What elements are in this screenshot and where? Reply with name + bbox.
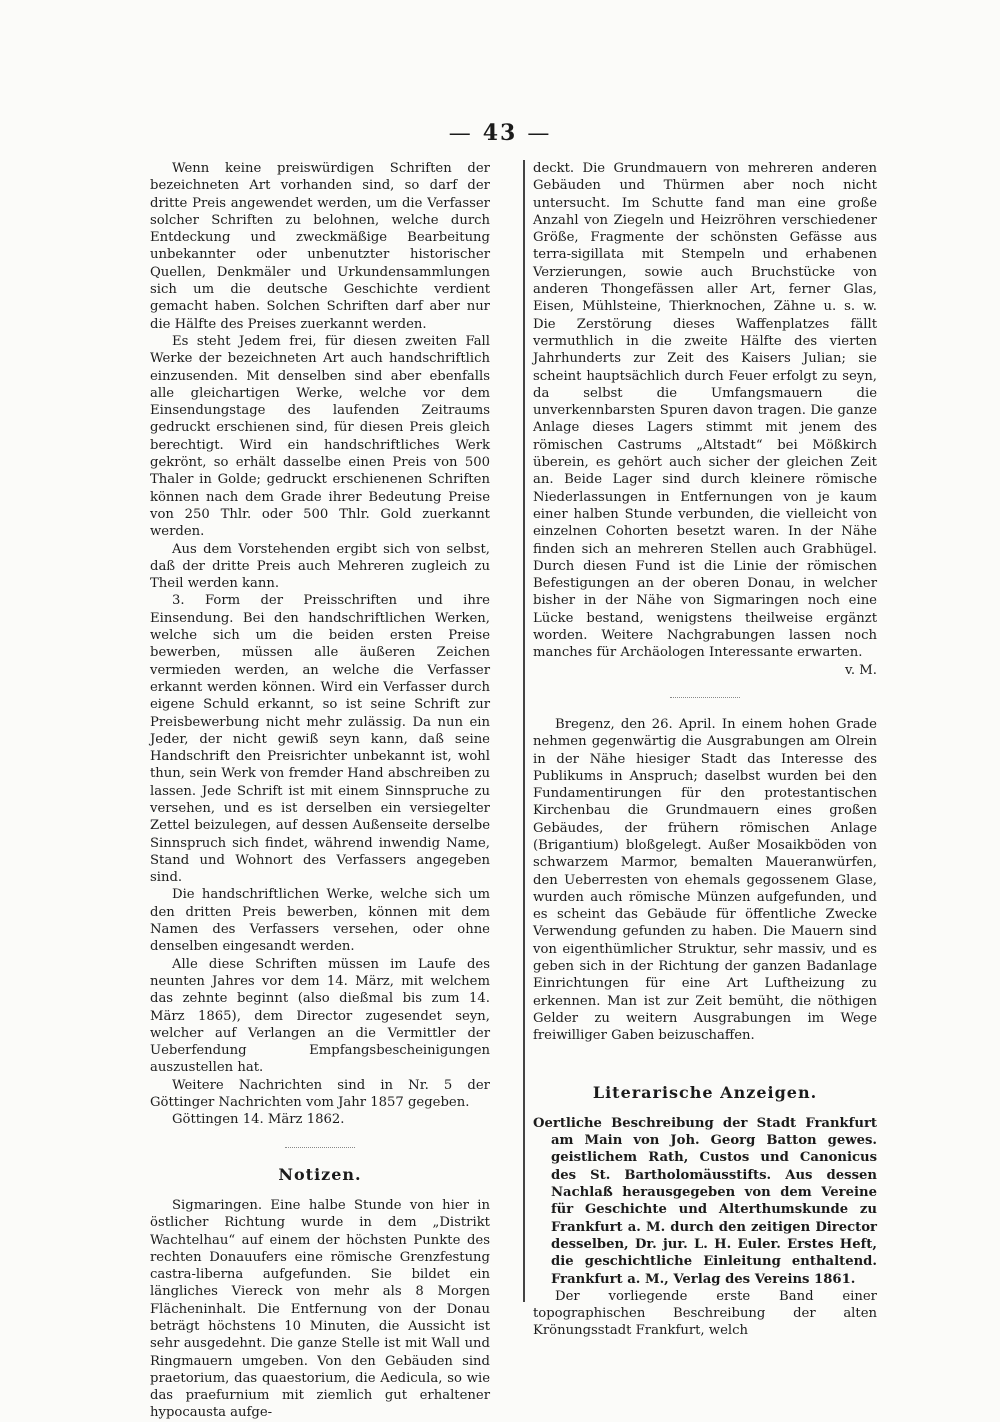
author-signature: v. M. — [845, 662, 877, 678]
paragraph: Der vorliegende erste Band einer topographischen Beschreibung der alten Krönungsstadt Frankfurt, welch — [533, 1288, 877, 1339]
paragraph: Aus dem Vorstehenden ergibt sich von selbst, daß der dritte Preis auch Mehreren zugleich zu Theil werden kann. — [150, 541, 490, 592]
section-ornament — [670, 1067, 740, 1068]
dash-left: — — [448, 121, 473, 146]
book-entry: Oertliche Beschreibung der Stadt Frankfurt am Main von Joh. Georg Batton gewes. geistlichem Rath, Custos und Canonicus des St. Bartholomäusstifts. Aus dessen Nachlaß herausgegeben von dem Vereine für Geschichte und Alterthumskunde zu Frankfurt a. M. durch den zeitigen Director desselben, Dr. jur. L. H. Euler. Erstes Heft, die geschichtliche Einleitung enthaltend. Frankfurt a. M., Verlag des Vereins 1861. — [533, 1115, 877, 1287]
page-number-value: 43 — [482, 120, 518, 146]
paragraph: Alle diese Schriften müssen im Laufe des neunten Jahres vor dem 14. März, mit welchem das zehnte beginnt (also dießmal bis zum 14. März 1865), dem Director zugesendet seyn, welcher auf Verlangen an die Vermittler der Ueberfendung Empfangsbescheinigungen auszustellen hat. — [150, 956, 490, 1076]
paragraph: Bregenz, den 26. April. In einem hohen Grade nehmen gegenwärtig die Ausgrabungen am Olrein in der Nähe hiesiger Stadt das Interesse des Publikums in Anspruch; daselbst wurden bei den Fundamentirungen für den protestantischen Kirchenbau die Grundmauern eines großen Gebäudes, der frühern römischen Anlage (Brigantium) bloßgelegt. Außer Mosaikböden von schwarzem Marmor, bemalten Maueranwürfen, den Ueberresten von ehemals gegossenem Glase, wurden auch römische Münzen aufgefunden, und es scheint das Gebäude für öffentliche Zwecke Verwendung gefunden zu haben. Die Mauern sind von eigenthümlicher Struktur, sehr massiv, und es geben sich in der Richtung der ganzen Badanlage Einrichtungen für eine Art Luftheizung zu erkennen. Man ist zur Zeit bemüht, die nöthigen Gelder zu weitern Ausgrabungen im Wege freiwilliger Gaben beizuschaffen. — [533, 716, 877, 1044]
section-heading-notizen: Notizen. — [278, 1164, 362, 1184]
left-column — [150, 160, 490, 1422]
paragraph: Die handschriftlichen Werke, welche sich um den dritten Preis bewerben, können mit dem Namen des Verfassers versehen, oder ohne denselben eingesandt werden. — [150, 887, 490, 955]
paragraph: Wenn keine preiswürdigen Schriften der bezeichneten Art vorhanden sind, so darf der dritte Preis angewendet werden, um die Verfasser solcher Schriften zu belohnen, welche durch Entdeckung und zweckmäßige Bearbeitung unbekannter oder unbenutzter historischer Quellen, Denkmäler und Urkundensammlungen sich um die deutsche Geschichte verdient gemacht haben. Solchen Schriften darf aber nur die Hälfte des Preises zuerkannt werden. — [150, 161, 490, 332]
page-number — [0, 120, 1000, 146]
section-ornament — [285, 1147, 355, 1148]
paragraph: Es steht Jedem frei, für diesen zweiten Fall Werke der bezeichneten Art auch handschriftlich einzusenden. Mit denselben sind aber ebenfalls alle gleichartigen Werke, welche vor dem Einsendungstage des laufenden Zeitraums gedruckt erschienen sind, für diesen Preis gleich berechtigt. Wird ein handschriftliches Werk gekrönt, so erhält dasselbe einen Preis von 500 Thaler in Golde; gedruckt erschienenen Schriften können nach dem Grade ihrer Bedeutung Preise von 250 Thlr. oder 500 Thlr. Gold zuerkannt werden. — [150, 333, 490, 540]
column-divider — [523, 160, 525, 1302]
paragraph: Sigmaringen. Eine halbe Stunde von hier in östlicher Richtung wurde in dem „Distrikt Wachtelhau“ auf einem der höchsten Punkte des rechten Donauufers eine römische Grenzfestung castra-liberna aufgefunden. Sie bildet ein längliches Viereck von mehr als 8 Morgen Flächeninhalt. Die Entfernung von der Donau beträgt höchstens 10 Minuten, die Aussicht ist sehr ausgedehnt. Die ganze Stelle ist mit Wall und Ringmauern umgeben. Von den Gebäuden sind praetorium, das quaestorium, die Aedicula, so wie das praefurnium mit ziemlich gut erhaltener hypocausta aufge- — [150, 1197, 490, 1421]
right-column — [533, 160, 877, 1340]
paragraph: Weitere Nachrichten sind in Nr. 5 der Göttinger Nachrichten vom Jahr 1857 gegeben. — [150, 1077, 490, 1111]
dash-right: — — [527, 121, 552, 146]
paragraph: deckt. Die Grundmauern von mehreren anderen Gebäuden und Thürmen aber noch nicht untersucht. Im Schutte fand man eine große Anzahl von Ziegeln und Heizröhren verschiedener Größe, Fragmente der schönsten Gefässe aus terra-sigillata mit Stempeln und erhabenen Verzierungen, sowie auch Bruchstücke von anderen Thongefässen aller Art, ferner Glas, Eisen, Mühlsteine, Thierknochen, Zähne u. s. w. Die Zerstörung dieses Waffenplatzes fällt vermuthlich in die zweite Hälfte des vierten Jahrhunderts zur Zeit des Kaisers Julian; sie scheint hauptsächlich durch Feuer erfolgt zu seyn, da selbst die Umfangsmauern die unverkennbarsten Spuren davon tragen. Die ganze Anlage dieses Lagers stimmt mit jenem des römischen Castrums „Altstadt“ bei Mößkirch überein, es gehört auch sicher der gleichen Zeit an. Beide Lager sind durch kleinere römische Niederlassungen in Entfernungen von je kaum einer halben Stunde verbunden, die vielleicht von einzelnen Cohorten besetzt waren. In der Nähe finden sich an mehreren Stellen auch Grabhügel. Durch diesen Fund ist die Linie der römischen Befestigungen an der oberen Donau, in welcher bisher in der Nähe von Sigmaringen noch eine Lücke bestand, wenigstens theilweise ergänzt worden. Weitere Nachgrabungen lassen noch manches für Archäologen Interessante erwarten. — [533, 161, 877, 661]
paragraph: 3. Form der Preisschriften und ihre Einsendung. Bei den handschriftlichen Werken, welche sich um die beiden ersten Preise bewerben, müssen alle äußeren Zeichen vermieden werden, an welche die Verfasser erkannt werden können. Wird ein Verfasser durch eigene Schuld erkannt, so ist seine Schrift zur Preisbewerbung nicht mehr zulässig. Da nun ein Jeder, der nicht gewiß seyn kann, daß seine Handschrift den Preisrichter unbekannt ist, wohl thun, sein Werk von fremder Hand abschreiben zu lassen. Jede Schrift ist mit einem Sinnspruche zu versehen, und es ist derselben ein versiegelter Zettel beizulegen, auf dessen Außenseite derselbe Sinnspruch sich findet, während inwendig Name, Stand und Wohnort des Verfassers angegeben sind. — [150, 593, 490, 886]
section-heading-anzeigen: Literarische Anzeigen. — [592, 1082, 818, 1102]
date-line: Göttingen 14. März 1862. — [172, 1112, 345, 1128]
section-ornament — [670, 697, 740, 698]
